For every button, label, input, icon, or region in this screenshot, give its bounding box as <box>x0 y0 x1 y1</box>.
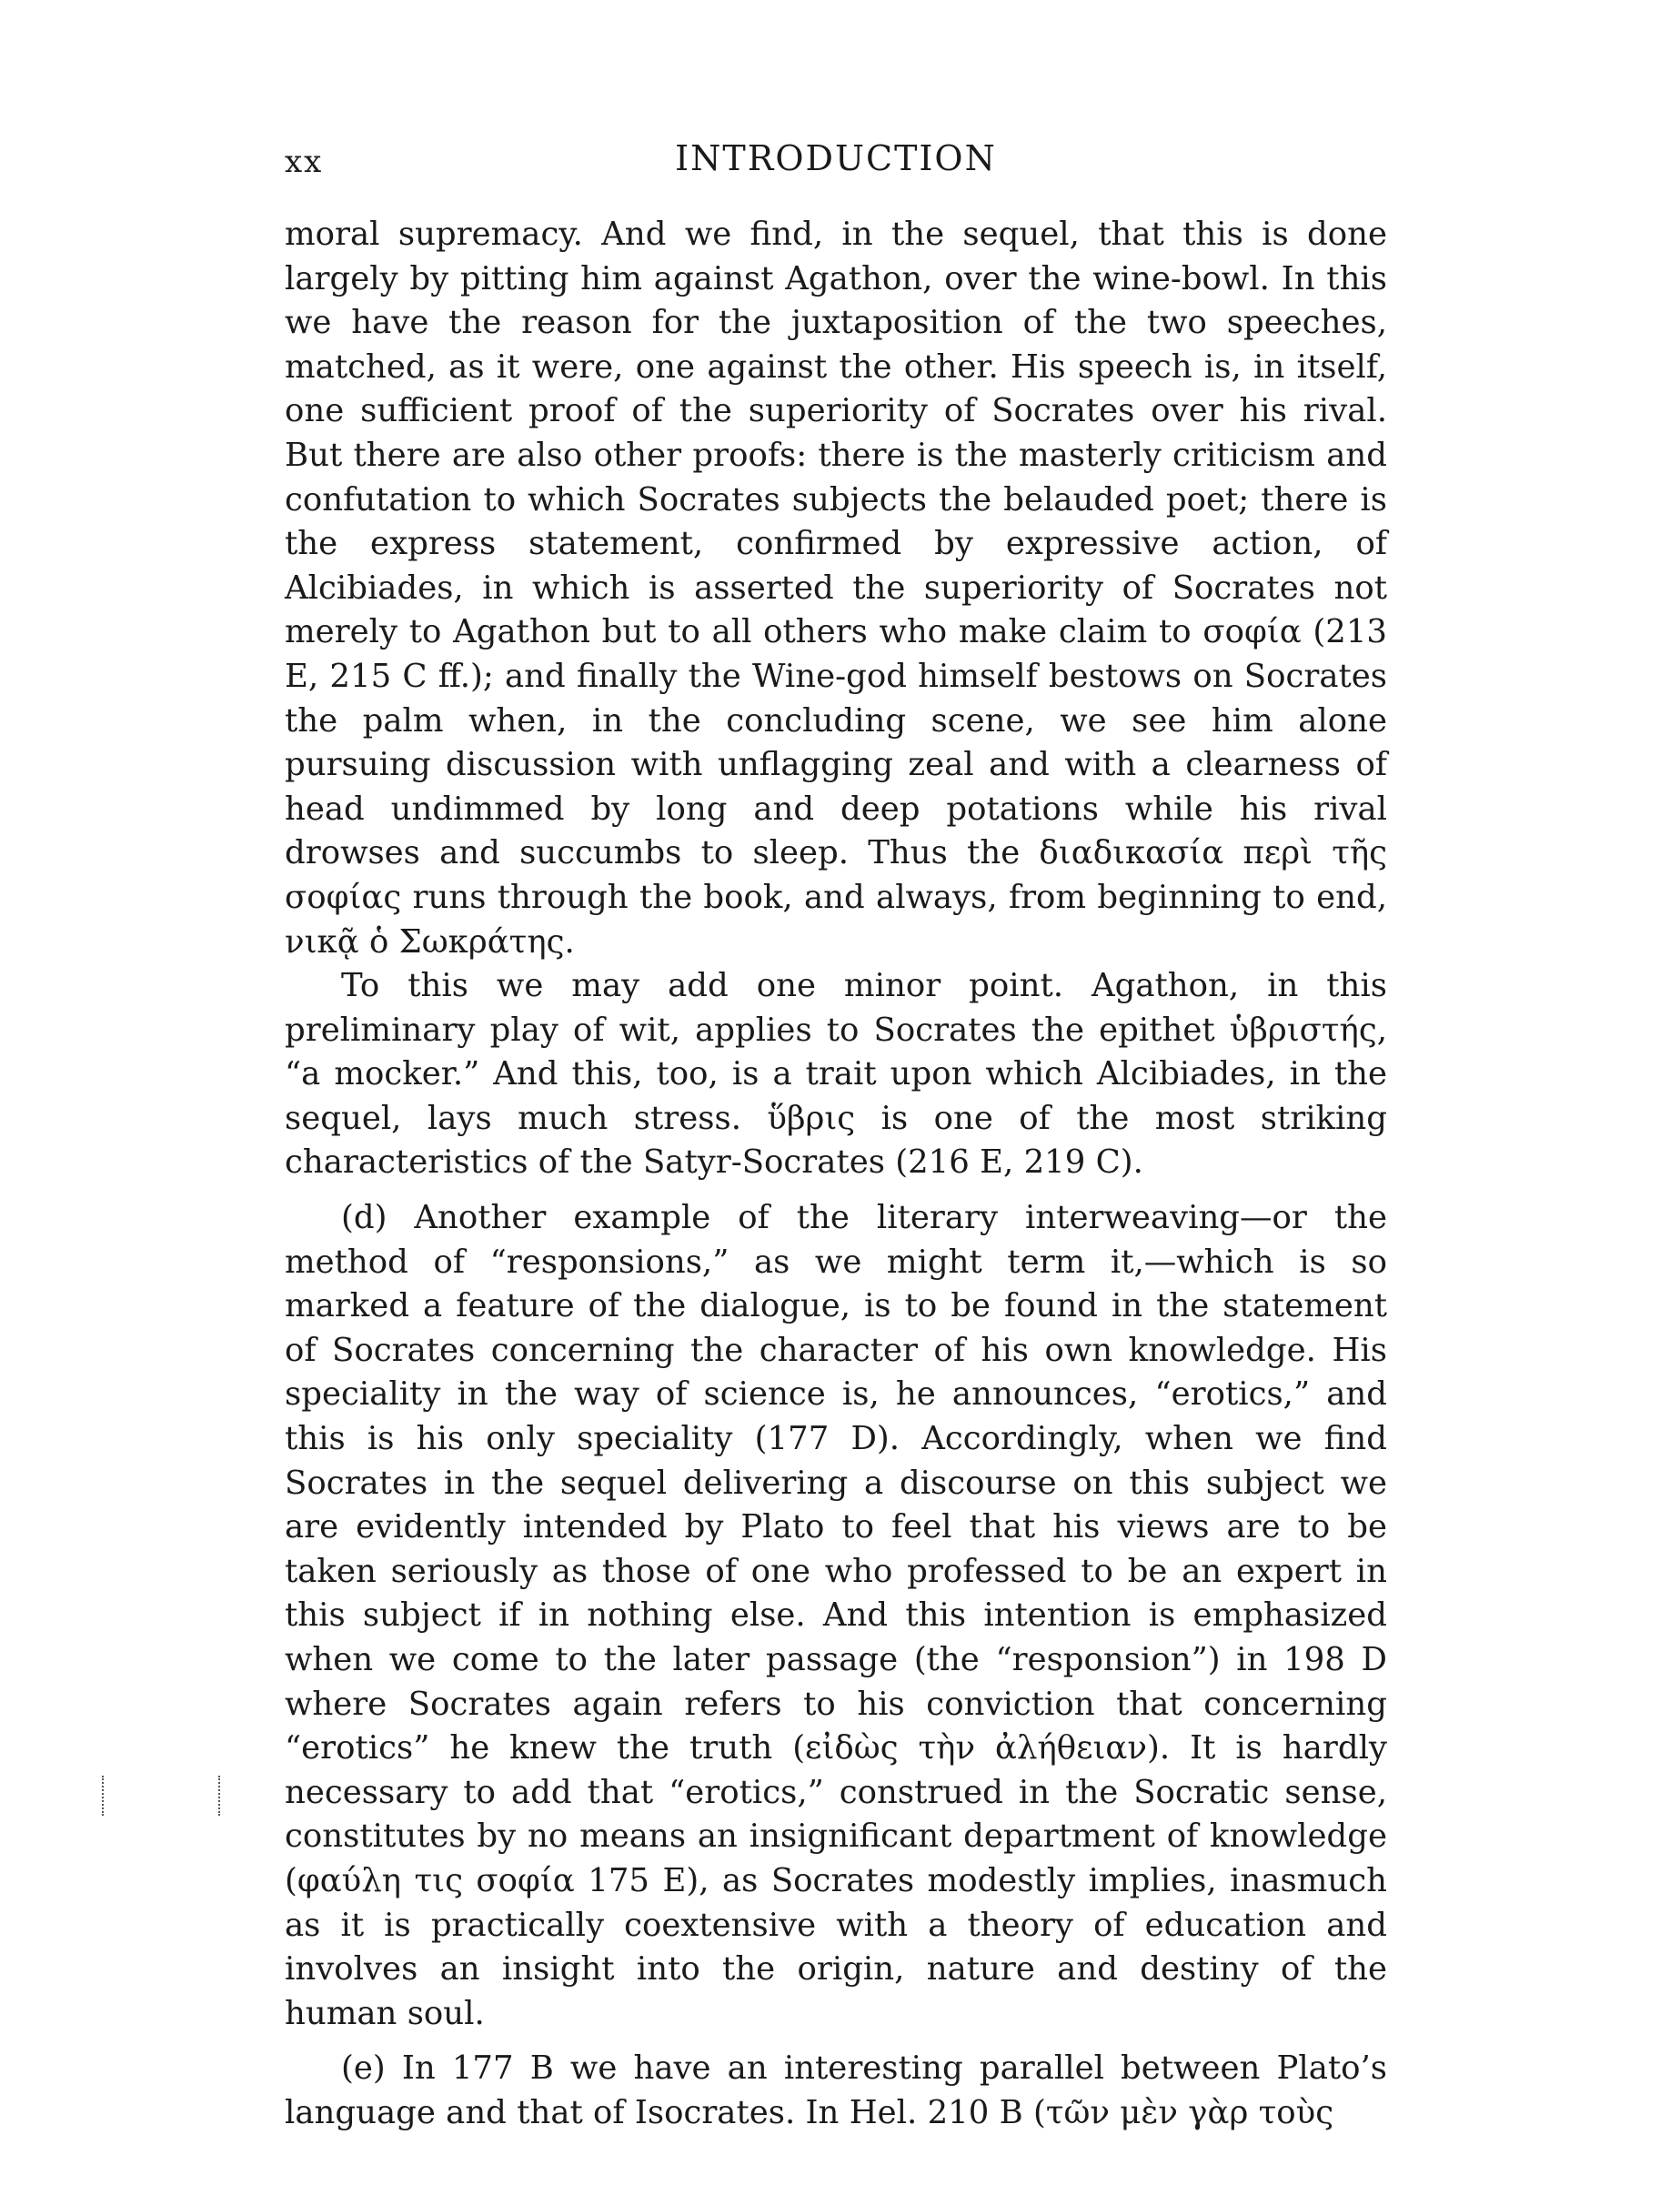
running-title: INTRODUCTION <box>675 138 997 178</box>
paragraph-continuation: moral supremacy. And we find, in the sequel, that this is done largely by pitting him against Agathon, over the wine-bowl. In this we have the reason for the juxtaposition of the two speeches, matched, as it were, one against the other. His speech is, in itself, one sufficient proof of the superiority of Socrates over his rival. But there are also other proofs: there is the masterly criticism and confutation to which Socrates subjects the belauded poet; there is the express statement, confirmed by expressive action, of Alcibiades, in which is asserted the superiority of Socrates not merely to Agathon but to all others who make claim to σοφία (213 E, 215 C ff.); and finally the Wine-god himself bestows on Socrates the palm when, in the concluding scene, we see him alone pursuing discussion with unflagging zeal and with a clearness of head undimmed by long and deep potations while his rival drowses and succumbs to sleep. Thus the διαδικασία περὶ τῆς σοφίας runs through the book, and always, from beginning to end, νικᾷ ὁ Σωκράτης. <box>285 216 1387 961</box>
paragraph-e: (e) In 177 B we have an interesting parallel between Plato’s language and that of Isocrates. In Hel. 210 B (τῶν μὲν γὰρ τοὺς <box>285 2049 1387 2131</box>
paragraph-d: (d) Another example of the literary interweaving—or the method of “responsions,” as we might term it,—which is so marked a feature of the dialogue, is to be found in the statement of Socrates concerning the character of his own knowledge. His speciality in the way of science is, he announces, “erotics,” and this is his only speciality (177 D). Accordingly, when we find Socrates in the sequel delivering a discourse on this subject we are evidently intended by Plato to feel that his views are to be taken seriously as those of one who professed to be an expert in this subject if in nothing else. And this intention is emphasized when we come to the later passage (the “responsion”) in 198 D where Socrates again refers to his conviction that concerning “erotics” he knew the truth (εἰδὼς τὴν ἀλήθειαν). It is hardly necessary to add that “erotics,” construed in the Socratic sense, constitutes by no means an insignificant department of knowledge (φαύλη τις σοφία 175 E), as Socrates modestly implies, inasmuch as it is practically coextensive with a theory of education and involves an insight into the origin, nature and destiny of the human soul. <box>285 1199 1387 2032</box>
paragraph-minor-point: To this we may add one minor point. Agathon, in this preliminary play of wit, applies to Socrates the epithet ὑβριστής, “a mocker.” And this, too, is a trait upon which Alcibiades, in the sequel, lays much stress. ὕβρις is one of the most striking characteristics of the Satyr-Socrates (216 E, 219 C). <box>285 967 1387 1182</box>
page-header <box>285 138 1387 186</box>
margin-mark-right <box>218 1776 222 1816</box>
margin-mark-left <box>102 1776 106 1816</box>
page-number: xx <box>285 144 324 180</box>
body-text <box>285 213 1387 2136</box>
